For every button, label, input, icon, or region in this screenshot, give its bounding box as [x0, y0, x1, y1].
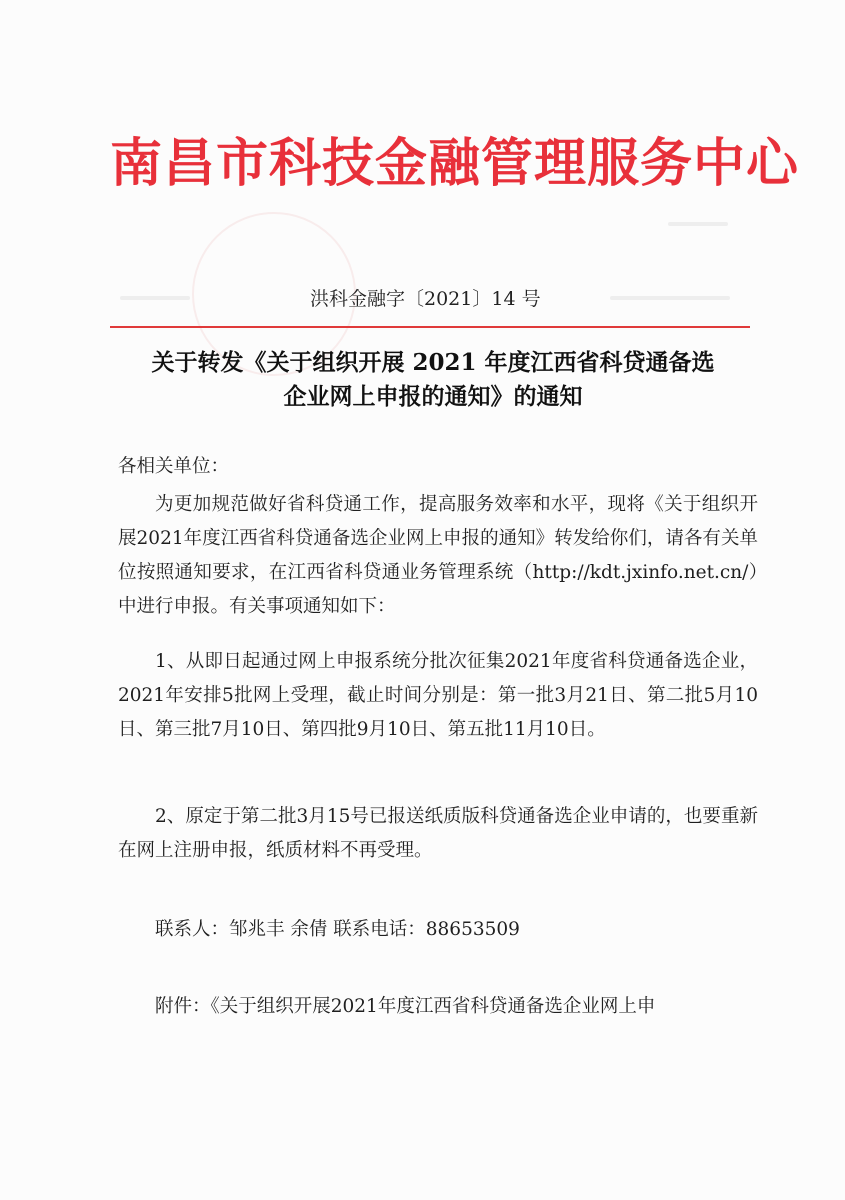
paragraph-text: 1、从即日起通过网上申报系统分批次征集2021年度省科贷通备选企业，2021年安排5批网上受理，截止时间分别是：第一批3月21日、第二批5月10日、第三批7月10日、第四批9月10日、第五批11月10日。 [118, 651, 758, 740]
document-title [108, 346, 758, 414]
paragraph-text: 为更加规范做好省科贷通工作，提高服务效率和水平，现将《关于组织开展2021年度江西省科贷通备选企业网上申报的通知》转发给你们，请各有关单位按照通知要求，在江西省科贷通业务管理系统（http://kdt.jxinfo.net.cn/）中进行申报。有关事项通知如下： [118, 494, 758, 617]
scan-smudge [120, 296, 190, 300]
scan-smudge [668, 222, 728, 226]
title-line-1: 关于转发《关于组织开展 2021 年度江西省科贷通备选 [151, 349, 715, 376]
body-paragraph-2 [118, 645, 758, 747]
salutation: 各相关单位： [118, 456, 230, 477]
header-red-rule [110, 326, 750, 328]
scan-smudge [610, 296, 730, 300]
document-number: 洪科金融字〔2021〕14 号 [310, 288, 541, 310]
document-header-organization: 南昌市科技金融管理服务中心 [110, 133, 800, 194]
title-line-2: 企业网上申报的通知》的通知 [283, 383, 583, 410]
body-paragraph-1 [118, 488, 758, 624]
paragraph-text: 2、原定于第二批3月15号已报送纸质版科贷通备选企业申请的，也要重新在网上注册申报，纸质材料不再受理。 [118, 806, 758, 861]
contact-info: 联系人：邹兆丰 余倩 联系电话：88653509 [155, 919, 520, 940]
attachment-line: 附件：《关于组织开展2021年度江西省科贷通备选企业网上申 [155, 996, 656, 1017]
body-paragraph-3 [118, 800, 758, 868]
